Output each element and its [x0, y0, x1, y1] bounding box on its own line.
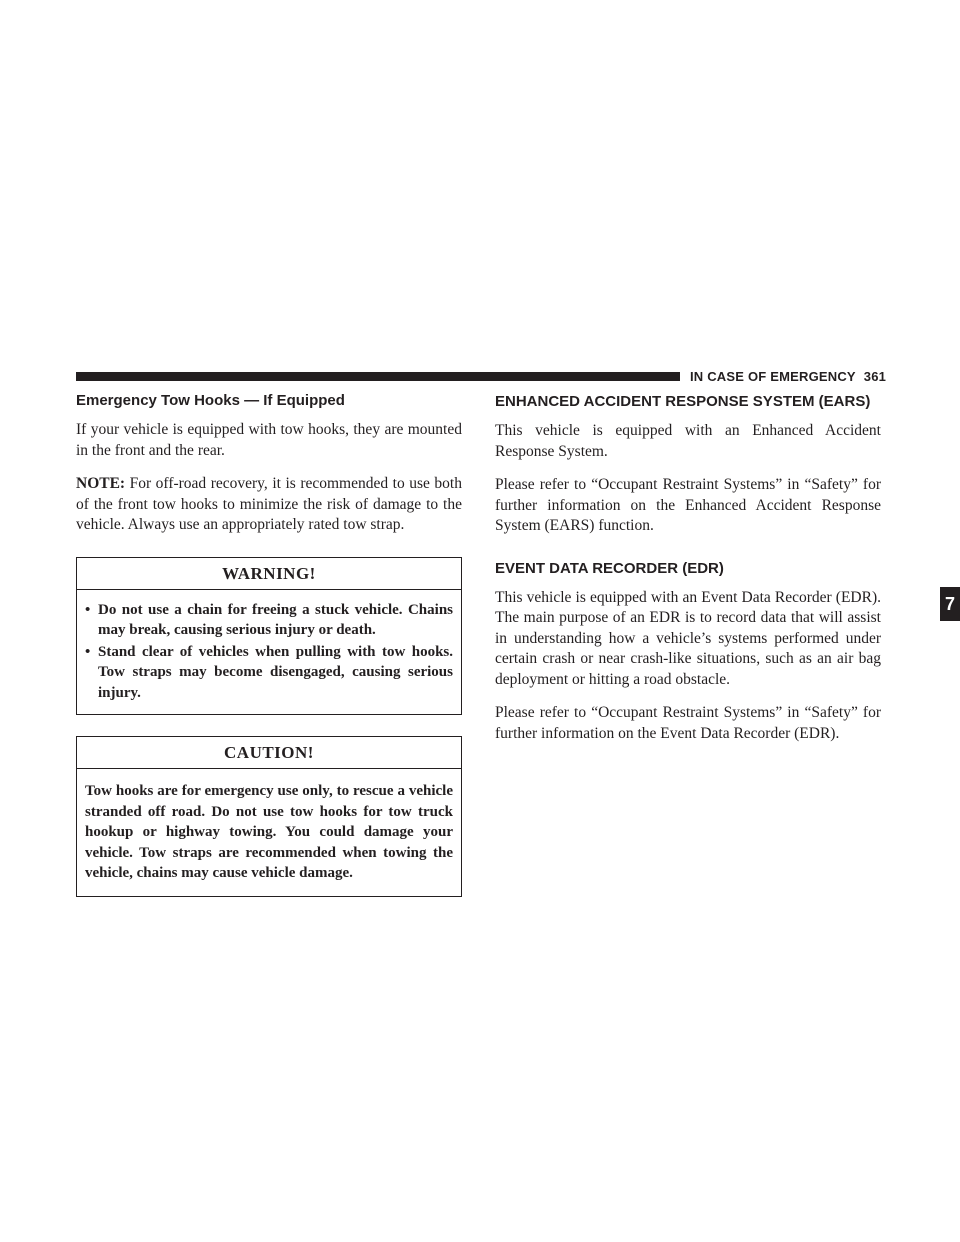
tow-hooks-heading: Emergency Tow Hooks — If Equipped — [76, 392, 345, 409]
caution-text: Tow hooks are for emergency use only, to rescue a vehicle stranded off road. Do not use tow hooks for tow truck hookup or highway towing. You could damage your vehicle. Tow straps are recommended when towing the vehicle, chains may cause vehicle damage. — [85, 783, 453, 881]
right-column — [495, 392, 881, 757]
note-text: For off-road recovery, it is recommended to use both of the front tow hooks to minimize the risk of damage to the vehicle. Always use an appropriately rated tow strap. — [76, 475, 462, 533]
ears-heading: ENHANCED ACCIDENT RESPONSE SYSTEM (EARS) — [495, 393, 871, 410]
caution-box — [76, 736, 462, 897]
caution-title: CAUTION! — [77, 737, 461, 769]
note-paragraph — [76, 474, 462, 536]
left-column — [76, 392, 462, 897]
edr-paragraph-1: This vehicle is equipped with an Event Data Recorder (EDR). The main purpose of an EDR is to record data that will assist in understanding how a vehicle’s systems performed under certain crash or near crash-like situations, such as an air bag deployment or hitting a road obstacle. — [495, 588, 881, 688]
section-title: IN CASE OF EMERGENCY — [690, 369, 856, 384]
warning-title: WARNING! — [77, 558, 461, 590]
page-number: 361 — [863, 369, 887, 384]
warning-item: • Do not use a chain for freeing a stuck vehicle. Chains may break, causing serious injury or death. — [85, 601, 453, 638]
tow-hooks-paragraph: If your vehicle is equipped with tow hooks, they are mounted in the front and the rear. — [76, 421, 462, 459]
note-label: NOTE: — [76, 475, 126, 492]
bullet-icon: • — [85, 601, 91, 618]
ears-paragraph-1: This vehicle is equipped with an Enhanced Accident Response System. — [495, 422, 881, 460]
edr-paragraph-2: Please refer to “Occupant Restraint Systems” in “Safety” for further information on the Event Data Recorder (EDR). — [495, 704, 881, 742]
chapter-tab: 7 — [940, 587, 960, 621]
running-header — [690, 369, 886, 384]
bullet-icon: • — [85, 643, 91, 660]
warning-item: • Stand clear of vehicles when pulling with tow hooks. Tow straps may become disengaged, causing serious injury. — [85, 643, 453, 701]
warning-box — [76, 557, 462, 716]
edr-heading: EVENT DATA RECORDER (EDR) — [495, 559, 724, 577]
header-rule — [76, 372, 680, 381]
warning-list — [85, 600, 453, 704]
ears-paragraph-2: Please refer to “Occupant Restraint Systems” in “Safety” for further information on the Enhanced Accident Response System (EARS) function. — [495, 476, 881, 534]
